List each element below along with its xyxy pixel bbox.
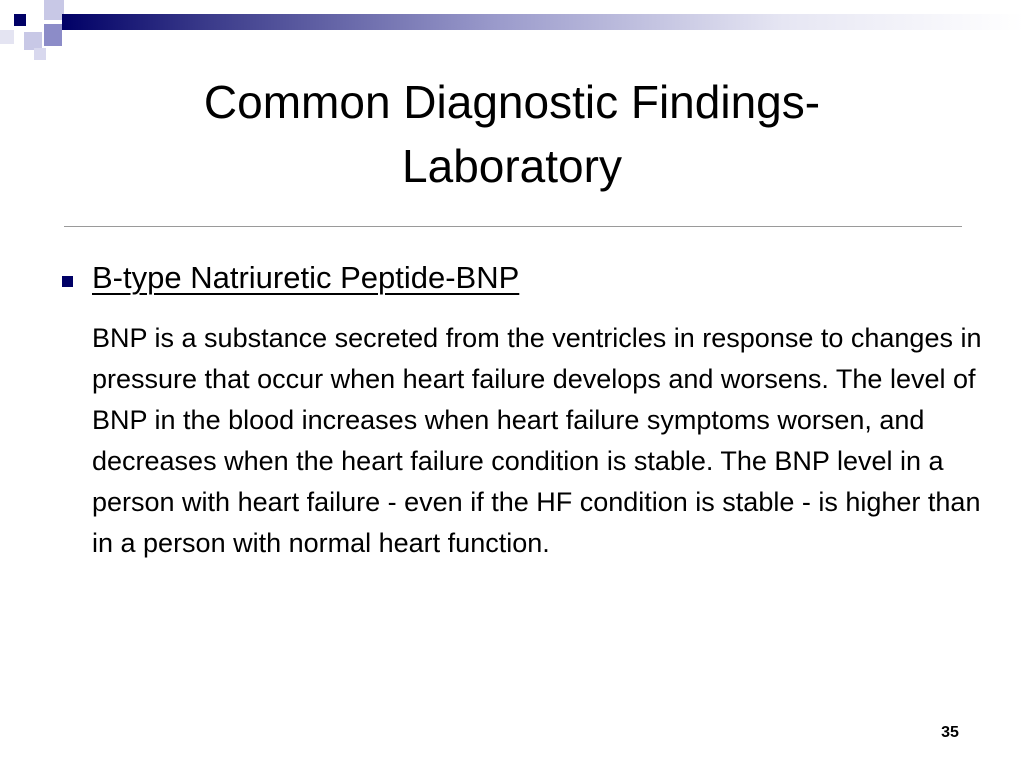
deco-square [44, 0, 64, 20]
slide-title [0, 70, 1024, 198]
deco-square [44, 24, 62, 46]
deco-square [14, 14, 26, 26]
decorative-squares [0, 0, 80, 64]
bullet-item [60, 256, 1000, 302]
bullet-heading: B-type Natriuretic Peptide-BNP [92, 260, 520, 295]
page-number: 35 [941, 724, 959, 741]
deco-square [34, 48, 46, 60]
slide-title-line1: Common Diagnostic Findings- [203, 76, 821, 128]
slide-title-line2: Laboratory [402, 140, 622, 192]
square-bullet-icon [62, 276, 73, 287]
deco-square [0, 30, 14, 44]
header-gradient-band [62, 14, 1024, 30]
bullet-body-text: BNP is a substance secreted from the ventricles in response to changes in pressure that occur when heart failure develops and worsens. The level of BNP in the blood increases when heart failure symptoms worsen, and decreases when the heart failure condition is stable. The BNP level in a person with heart failure - even if the HF condition is stable - is higher than in a person with normal heart function. [92, 323, 982, 558]
title-divider [64, 226, 962, 227]
